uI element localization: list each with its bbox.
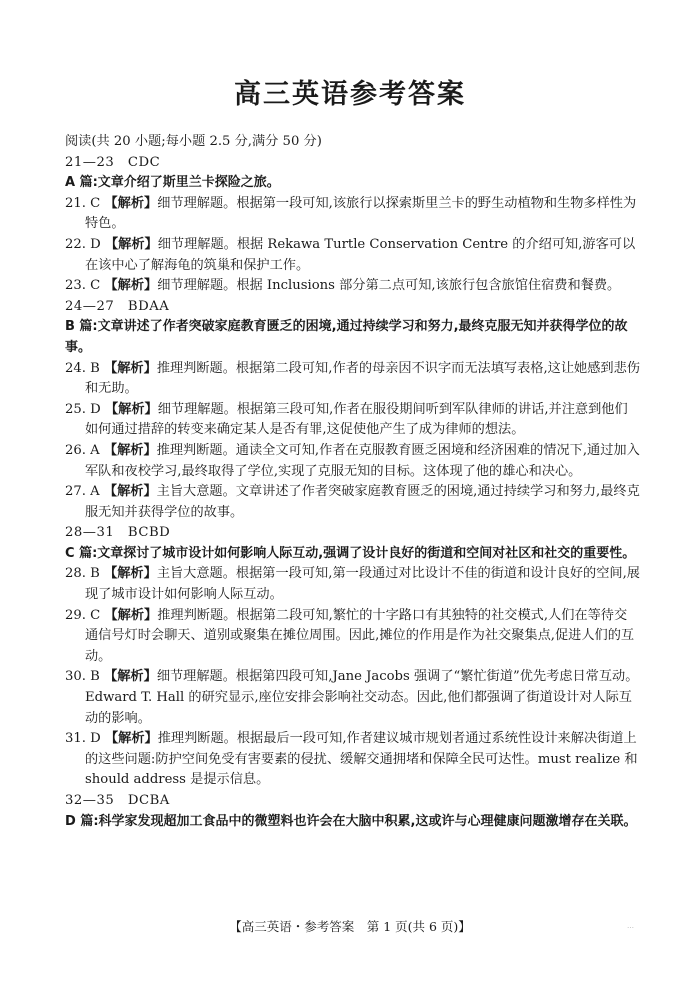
explanation-text: 主旨大意题。根据第一段可知,第一段通过对比设计不佳的街道和设计良好的空间,展现了城市设计如何影响人际互动。 (85, 566, 640, 603)
question-number: 30. B (65, 669, 100, 685)
question-explanation (65, 564, 640, 605)
analysis-tag: 【解析】 (104, 195, 158, 211)
question-number: 22. D (65, 236, 101, 252)
question-number: 21. C (65, 195, 101, 211)
analysis-tag: 【解析】 (104, 731, 158, 747)
question-explanation (65, 606, 640, 668)
page-footer: 【高三英语・参考答案 第 1 页(共 6 页)】 (229, 919, 471, 934)
reading-intro: 阅读(共 20 小题;每小题 2.5 分,满分 50 分) (65, 134, 322, 149)
page-title: 高三英语参考答案 (234, 79, 466, 110)
explanation-text: 细节理解题。根据 Rekawa Turtle Conservation Centre 的介绍可知,游客可以在该中心了解海龟的筑巢和保护工作。 (85, 236, 636, 273)
explanation-text: 推理判断题。根据第二段可知,繁忙的十字路口有其独特的社交模式,人们在等待交通信号灯时会聊天、道别或聚集在摊位周围。因此,摊位的作用是作为社交聚集点,促进人们的互动。 (85, 607, 635, 664)
question-number: 25. D (65, 401, 101, 417)
passage-summary: C 篇:文章探讨了城市设计如何影响人际互动,强调了设计良好的街道和空间对社区和社交的重要性。 (65, 545, 636, 561)
passage-summary: D 篇:科学家发现超加工食品中的微塑料也许会在大脑中积累,这或许与心理健康问题激增存在关联。 (65, 813, 637, 829)
question-number: 26. A (65, 442, 100, 458)
question-explanation (65, 276, 640, 297)
analysis-tag: 【解析】 (103, 442, 157, 458)
explanation-text: 细节理解题。根据第四段可知,Jane Jacobs 强调了“繁忙街道”优先考虑日常互动。Edward T. Hall 的研究显示,座位安排会影响社交动态。因此,他们都强调了街道设计对人际互动的影响。 (85, 669, 639, 726)
question-explanation (65, 194, 640, 235)
question-number: 24. B (65, 360, 100, 376)
explanation-text: 推理判断题。根据第二段可知,作者的母亲因不识字而无法填写表格,这让她感到悲伤和无助。 (85, 360, 640, 397)
explanation-text: 细节理解题。根据第一段可知,该旅行以探索斯里兰卡的野生动植物和生物多样性为特色。 (85, 195, 637, 232)
analysis-tag: 【解析】 (103, 484, 157, 500)
explanation-text: 细节理解题。根据第三段可知,作者在服役期间听到军队律师的讲话,并注意到他们如何通过措辞的转变来确定某人是否有罪,这促使他产生了成为律师的想法。 (85, 401, 628, 438)
passage-summary: B 篇:文章讲述了作者突破家庭教育匮乏的困境,通过持续学习和努力,最终克服无知并获得学位的故事。 (65, 319, 628, 355)
analysis-tag: 【解析】 (104, 607, 158, 623)
analysis-tag: 【解析】 (104, 278, 158, 294)
explanation-text: 细节理解题。根据 Inclusions 部分第二点可知,该旅行包含旅馆住宿费和餐费。 (157, 278, 621, 294)
passage-summary: A 篇:文章介绍了斯里兰卡探险之旅。 (65, 175, 280, 191)
question-explanation (65, 441, 640, 482)
explanation-text: 推理判断题。根据最后一段可知,作者建议城市规划者通过系统性设计来解决街道上的这些问题:防护空间免受有害要素的侵扰、缓解交通拥堵和保障全民可达性。must realize 和 should address 是提示信息。 (85, 731, 638, 788)
question-explanation (65, 235, 640, 276)
analysis-tag: 【解析】 (104, 669, 157, 685)
question-number: 31. D (65, 731, 101, 747)
explanation-text: 主旨大意题。文章讲述了作者突破家庭教育匮乏的困境,通过持续学习和努力,最终克服无知并获得学位的故事。 (85, 484, 640, 520)
analysis-tag: 【解析】 (104, 236, 158, 252)
question-explanation (65, 400, 640, 441)
answer-range: 24—27 BDAA (65, 298, 170, 314)
question-number: 29. C (65, 607, 101, 623)
corner-mark: … (627, 922, 634, 930)
answer-range: 32—35 DCBA (65, 793, 170, 808)
answer-content (65, 132, 640, 832)
analysis-tag: 【解析】 (104, 566, 157, 582)
answer-range: 28—31 BCBD (65, 525, 171, 541)
analysis-tag: 【解析】 (104, 360, 157, 376)
answer-range: 21—23 CDC (65, 154, 161, 170)
question-number: 27. A (65, 484, 100, 500)
question-explanation (65, 729, 640, 791)
analysis-tag: 【解析】 (104, 401, 158, 417)
question-explanation (65, 667, 640, 729)
question-explanation (65, 482, 640, 523)
question-explanation (65, 359, 640, 400)
question-number: 28. B (65, 566, 100, 582)
explanation-text: 推理判断题。通读全文可知,作者在克服教育匮乏困境和经济困难的情况下,通过加入军队和夜校学习,最终取得了学位,实现了克服无知的目标。这体现了他的雄心和决心。 (85, 442, 640, 479)
question-number: 23. C (65, 278, 101, 294)
